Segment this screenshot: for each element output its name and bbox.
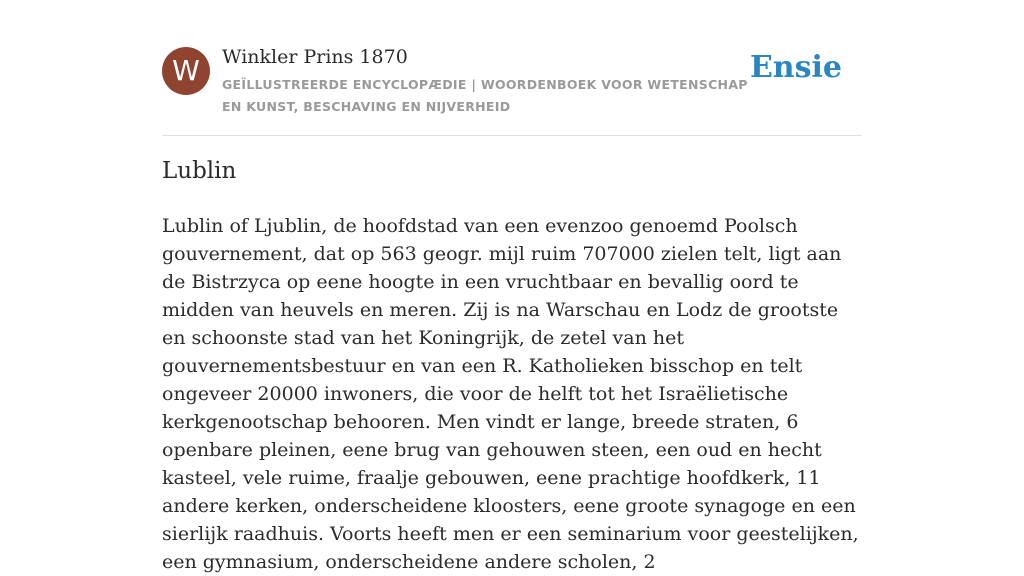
article-body: Lublin of Ljublin, de hoofdstad van een evenzoo genoemd Poolsch gouvernement, dat op 563 geogr. mijl ruim 707000 zielen telt, ligt aan de Bistrzyca op eene hoogte in een vruchtbaar en bevallig oord te midden van heuvels en meren. Zij is na Warschau en Lodz de grootste en schoonste stad van het Koningrijk, de zetel van het gouvernementsbestuur en van een R. Katholieken bisschop en telt ongeveer 20000 inwoners, die voor de helft tot het Israëlietische kerkgenootschap behooren. Men vindt er lange, breede straten, 6 openbare pleinen, eene brug van gehouwen steen, een oud en hecht kasteel, vele ruime, fraalje gebouwen, eene prachtige hoofdkerk, 11 andere kerken, onderscheidene kloosters, eene groote synagoge en een sierlijk raadhuis. Voorts heeft men er een seminarium voor geestelijken, een gymnasium, onderscheidene andere scholen, 2	[162, 215, 859, 573]
source-header	[162, 44, 862, 136]
source-subtitle: GEÏLLUSTREERDE ENCYCLOPÆDIE | WOORDENBOEK VOOR WETENSCHAP EN KUNST, BESCHAVING EN NIJVERHEID	[222, 77, 748, 114]
ensie-logo[interactable]: Ensie	[749, 50, 842, 85]
article-title: Lublin	[162, 158, 237, 184]
source-avatar[interactable]: W	[162, 47, 210, 95]
source-title[interactable]: Winkler Prins 1870	[222, 46, 408, 68]
